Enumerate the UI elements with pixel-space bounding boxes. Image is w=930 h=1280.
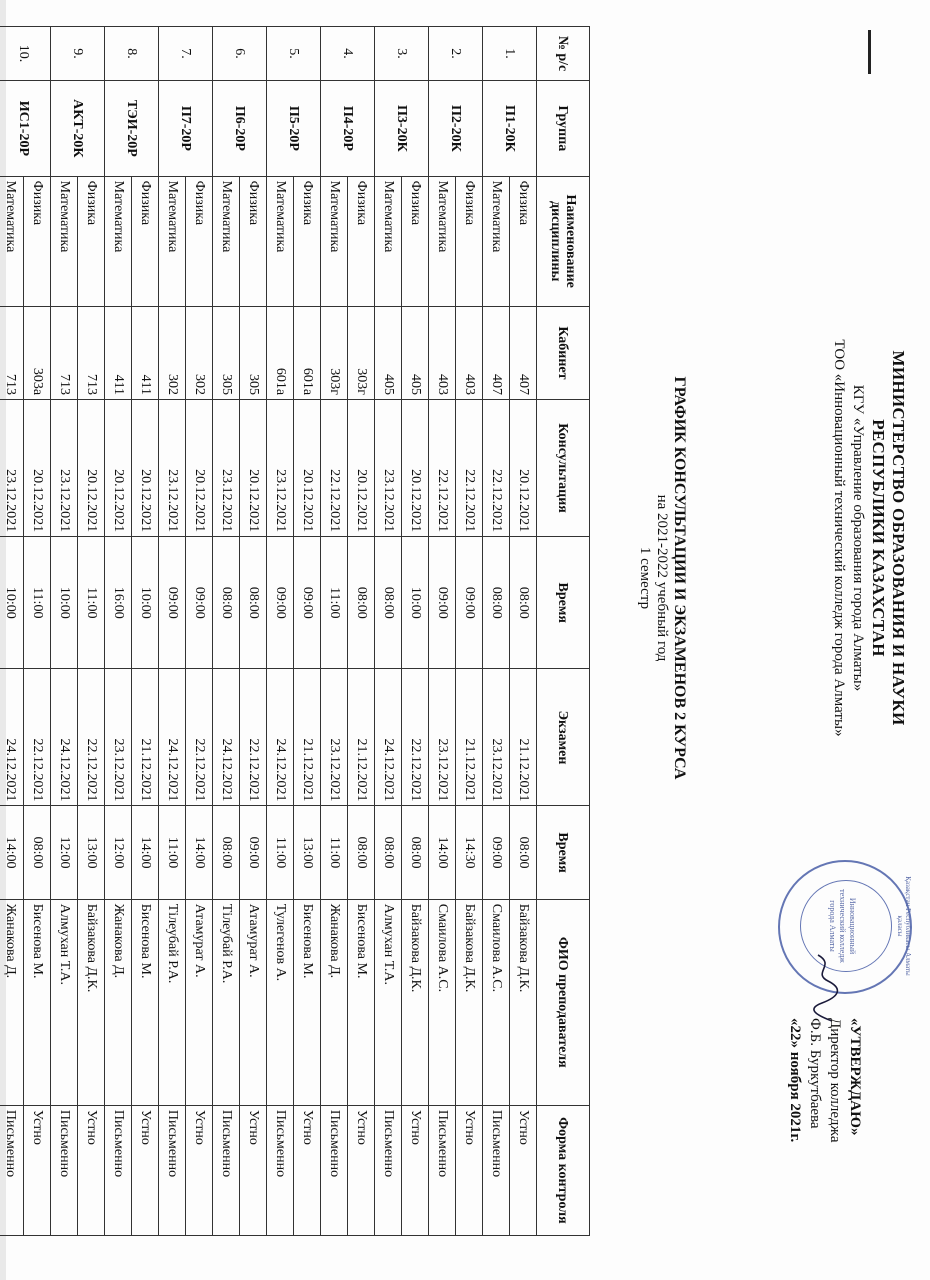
row-consultation-date: 20.12.2021 — [132, 400, 159, 537]
table-row — [348, 27, 375, 1236]
row-room: 305 — [240, 306, 267, 399]
stamp-ring-text: Қазақстан Республикасы Алматы қаласы — [896, 876, 912, 976]
row-number: 7. — [159, 27, 213, 81]
row-teacher: Тулегенов А. — [267, 899, 294, 1105]
row-exam-time: 14:30 — [456, 806, 483, 899]
schedule-title-line1: ГРАФИК КОНСУЛЬТАЦИИ И ЭКЗАМЕНОВ 2 КУРСА — [671, 376, 688, 780]
row-room: 713 — [0, 306, 24, 399]
approval-position: Директор колледжа — [827, 1018, 843, 1143]
row-discipline: Физика — [132, 176, 159, 306]
row-exam-time: 12:00 — [105, 806, 132, 899]
row-control-form: Устно — [348, 1105, 375, 1235]
row-room: 601а — [267, 306, 294, 399]
row-discipline: Физика — [294, 176, 321, 306]
row-consultation-date: 20.12.2021 — [294, 400, 321, 537]
row-consultation-time: 10:00 — [132, 537, 159, 669]
row-consultation-time: 08:00 — [510, 537, 537, 669]
row-consultation-time: 08:00 — [483, 537, 510, 669]
row-consultation-date: 22.12.2021 — [483, 400, 510, 537]
table-row — [213, 27, 240, 1236]
row-discipline: Математика — [375, 176, 402, 306]
table-row — [186, 27, 213, 1236]
row-group: ТЭИ-20Р — [105, 81, 159, 177]
approval-block — [785, 1018, 865, 1248]
row-room: 403 — [456, 306, 483, 399]
row-group: П6-20Р — [213, 81, 267, 177]
row-consultation-time: 10:00 — [51, 537, 78, 669]
row-consultation-time: 09:00 — [186, 537, 213, 669]
table-row — [159, 27, 186, 1236]
row-exam-time: 14:00 — [429, 806, 456, 899]
col-number: № р/с — [537, 27, 590, 81]
row-consultation-time: 11:00 — [321, 537, 348, 669]
row-room: 303г — [321, 306, 348, 399]
row-room: 713 — [51, 306, 78, 399]
row-exam-date: 22.12.2021 — [78, 669, 105, 806]
row-room: 305 — [213, 306, 240, 399]
col-room: Кабинет — [537, 306, 590, 399]
row-exam-time: 08:00 — [24, 806, 51, 899]
row-group: П3-20К — [375, 81, 429, 177]
row-consultation-time: 11:00 — [78, 537, 105, 669]
row-control-form: Устно — [240, 1105, 267, 1235]
row-exam-date: 23.12.2021 — [429, 669, 456, 806]
table-header-row — [537, 27, 590, 1236]
approval-heading: «УТВЕРЖДАЮ» — [847, 1018, 863, 1136]
row-control-form: Письменно — [0, 1105, 24, 1235]
row-discipline: Математика — [429, 176, 456, 306]
row-consultation-time: 10:00 — [0, 537, 24, 669]
row-consultation-date: 22.12.2021 — [456, 400, 483, 537]
col-exam: Экзамен — [537, 669, 590, 806]
row-consultation-date: 23.12.2021 — [0, 400, 24, 537]
row-room: 302 — [186, 306, 213, 399]
row-consultation-date: 20.12.2021 — [348, 400, 375, 537]
table-row — [321, 27, 348, 1236]
schedule-title — [636, 328, 688, 828]
row-number: 1. — [483, 27, 537, 81]
row-exam-time: 13:00 — [78, 806, 105, 899]
row-number: 8. — [105, 27, 159, 81]
row-control-form: Письменно — [321, 1105, 348, 1235]
row-consultation-date: 20.12.2021 — [78, 400, 105, 537]
col-teacher: ФИО преподавателя — [537, 899, 590, 1105]
row-consultation-date: 20.12.2021 — [105, 400, 132, 537]
row-exam-date: 24.12.2021 — [159, 669, 186, 806]
row-control-form: Письменно — [213, 1105, 240, 1235]
row-exam-date: 22.12.2021 — [186, 669, 213, 806]
col-consultation: Консультация — [537, 400, 590, 537]
row-number: 4. — [321, 27, 375, 81]
row-discipline: Математика — [267, 176, 294, 306]
table-row — [51, 27, 78, 1236]
rotated-page — [3, 28, 920, 1248]
row-consultation-time: 08:00 — [240, 537, 267, 669]
document-header — [830, 288, 908, 788]
row-consultation-date: 20.12.2021 — [240, 400, 267, 537]
row-exam-date: 24.12.2021 — [0, 669, 24, 806]
row-room: 407 — [483, 306, 510, 399]
row-teacher: Тілеубай Р.А. — [159, 899, 186, 1105]
row-control-form: Устно — [402, 1105, 429, 1235]
row-exam-time: 12:00 — [51, 806, 78, 899]
row-consultation-time: 16:00 — [105, 537, 132, 669]
row-room: 302 — [159, 306, 186, 399]
row-number: 3. — [375, 27, 429, 81]
row-exam-date: 24.12.2021 — [375, 669, 402, 806]
row-exam-time: 11:00 — [267, 806, 294, 899]
row-exam-date: 21.12.2021 — [132, 669, 159, 806]
row-control-form: Устно — [24, 1105, 51, 1235]
row-teacher: Бисенова М. — [132, 899, 159, 1105]
row-exam-date: 21.12.2021 — [456, 669, 483, 806]
row-teacher: Байзакова Д.К. — [402, 899, 429, 1105]
row-discipline: Математика — [483, 176, 510, 306]
row-group: П5-20Р — [267, 81, 321, 177]
row-teacher: Байзакова Д.К. — [510, 899, 537, 1105]
row-teacher: Жанакова Д. — [105, 899, 132, 1105]
row-number: 5. — [267, 27, 321, 81]
row-group: П7-20Р — [159, 81, 213, 177]
row-exam-date: 23.12.2021 — [105, 669, 132, 806]
row-discipline: Математика — [321, 176, 348, 306]
approval-date: «22» ноября 2021г. — [787, 1018, 803, 1143]
row-control-form: Устно — [294, 1105, 321, 1235]
row-control-form: Письменно — [51, 1105, 78, 1235]
row-teacher: Бисенова М. — [294, 899, 321, 1105]
row-exam-time: 08:00 — [213, 806, 240, 899]
row-consultation-time: 08:00 — [348, 537, 375, 669]
row-room: 405 — [375, 306, 402, 399]
row-teacher: Смаилова А.С. — [483, 899, 510, 1105]
row-discipline: Физика — [402, 176, 429, 306]
row-room: 411 — [132, 306, 159, 399]
row-consultation-time: 08:00 — [375, 537, 402, 669]
row-discipline: Физика — [348, 176, 375, 306]
table-row — [402, 27, 429, 1236]
row-consultation-time: 09:00 — [294, 537, 321, 669]
col-exam-time: Время — [537, 806, 590, 899]
table-row — [132, 27, 159, 1236]
table-row — [510, 27, 537, 1236]
row-consultation-date: 22.12.2021 — [429, 400, 456, 537]
schedule-title-line3: 1 семестр — [637, 546, 653, 610]
row-consultation-date: 23.12.2021 — [267, 400, 294, 537]
row-teacher: Тілеубай Р.А. — [213, 899, 240, 1105]
director-signature — [808, 953, 842, 1023]
row-number: 9. — [51, 27, 105, 81]
row-exam-date: 24.12.2021 — [267, 669, 294, 806]
row-teacher: Жанакова Д. — [0, 899, 24, 1105]
row-teacher: Смаилова А.С. — [429, 899, 456, 1105]
row-exam-time: 08:00 — [402, 806, 429, 899]
row-room: 405 — [402, 306, 429, 399]
row-number: 6. — [213, 27, 267, 81]
row-exam-time: 09:00 — [483, 806, 510, 899]
row-teacher: Байзакова Д.К. — [78, 899, 105, 1105]
row-control-form: Письменно — [267, 1105, 294, 1235]
row-consultation-date: 20.12.2021 — [402, 400, 429, 537]
row-consultation-date: 22.12.2021 — [321, 400, 348, 537]
row-discipline: Физика — [186, 176, 213, 306]
table-row — [483, 27, 510, 1236]
row-exam-date: 24.12.2021 — [213, 669, 240, 806]
row-consultation-time: 09:00 — [159, 537, 186, 669]
row-control-form: Письменно — [375, 1105, 402, 1235]
row-consultation-date: 20.12.2021 — [24, 400, 51, 537]
row-discipline: Физика — [240, 176, 267, 306]
approval-name: Ф.Б. Буркутбаева — [807, 1018, 823, 1129]
row-discipline: Физика — [510, 176, 537, 306]
row-group: АКТ-20К — [51, 81, 105, 177]
row-exam-date: 21.12.2021 — [294, 669, 321, 806]
col-group: Группа — [537, 81, 590, 177]
row-consultation-date: 20.12.2021 — [510, 400, 537, 537]
row-room: 303а — [24, 306, 51, 399]
row-exam-time: 14:00 — [186, 806, 213, 899]
row-discipline: Физика — [456, 176, 483, 306]
row-exam-time: 11:00 — [321, 806, 348, 899]
row-room: 713 — [78, 306, 105, 399]
col-control-form: Форма контроля — [537, 1105, 590, 1235]
table-row — [267, 27, 294, 1236]
row-consultation-date: 23.12.2021 — [375, 400, 402, 537]
stamp-center-text: Инновационный технический колледж города Алматы — [828, 889, 857, 963]
row-control-form: Письменно — [159, 1105, 186, 1235]
row-control-form: Письменно — [429, 1105, 456, 1235]
row-exam-date: 22.12.2021 — [24, 669, 51, 806]
table-row — [429, 27, 456, 1236]
row-teacher: Байзакова Д.К. — [456, 899, 483, 1105]
row-exam-time: 11:00 — [159, 806, 186, 899]
row-teacher: Алмухан Т.А. — [51, 899, 78, 1105]
row-exam-date: 22.12.2021 — [240, 669, 267, 806]
row-consultation-time: 09:00 — [429, 537, 456, 669]
row-consultation-date: 23.12.2021 — [51, 400, 78, 537]
row-exam-date: 21.12.2021 — [510, 669, 537, 806]
row-discipline: Математика — [0, 176, 24, 306]
row-teacher: Алмухан Т.А. — [375, 899, 402, 1105]
row-teacher: Атамурат А. — [240, 899, 267, 1105]
table-row — [24, 27, 51, 1236]
row-exam-time: 08:00 — [375, 806, 402, 899]
row-teacher: Атамурат А. — [186, 899, 213, 1105]
row-exam-time: 08:00 — [348, 806, 375, 899]
row-group: ИС1-20Р — [0, 81, 51, 177]
row-consultation-time: 08:00 — [213, 537, 240, 669]
col-consultation-time: Время — [537, 537, 590, 669]
row-control-form: Устно — [510, 1105, 537, 1235]
table-row — [105, 27, 132, 1236]
row-group: П2-20К — [429, 81, 483, 177]
table-row — [240, 27, 267, 1236]
row-consultation-time: 11:00 — [24, 537, 51, 669]
table-body — [0, 27, 537, 1236]
row-group: П4-20Р — [321, 81, 375, 177]
row-teacher: Бисенова М. — [24, 899, 51, 1105]
row-group: П1-20К — [483, 81, 537, 177]
row-room: 411 — [105, 306, 132, 399]
row-exam-time: 09:00 — [240, 806, 267, 899]
row-control-form: Устно — [456, 1105, 483, 1235]
department-title: КГУ «Управление образования города Алматы» — [850, 384, 866, 692]
row-exam-time: 14:00 — [132, 806, 159, 899]
row-room: 403 — [429, 306, 456, 399]
row-control-form: Устно — [132, 1105, 159, 1235]
table-row — [0, 27, 24, 1236]
table-row — [375, 27, 402, 1236]
row-discipline: Физика — [78, 176, 105, 306]
table-row — [456, 27, 483, 1236]
row-teacher: Бисенова М. — [348, 899, 375, 1105]
row-room: 303г — [348, 306, 375, 399]
row-consultation-date: 20.12.2021 — [186, 400, 213, 537]
row-control-form: Устно — [186, 1105, 213, 1235]
row-control-form: Устно — [78, 1105, 105, 1235]
row-consultation-date: 23.12.2021 — [213, 400, 240, 537]
table-row — [78, 27, 105, 1236]
row-exam-date: 21.12.2021 — [348, 669, 375, 806]
college-stamp — [778, 860, 912, 994]
row-discipline: Математика — [159, 176, 186, 306]
college-title: ТОО «Инновационный технический колледж города Алматы» — [831, 339, 847, 737]
row-discipline: Физика — [24, 176, 51, 306]
row-room: 407 — [510, 306, 537, 399]
row-exam-date: 22.12.2021 — [402, 669, 429, 806]
row-room: 601а — [294, 306, 321, 399]
row-consultation-date: 23.12.2021 — [159, 400, 186, 537]
row-consultation-time: 10:00 — [402, 537, 429, 669]
row-exam-time: 13:00 — [294, 806, 321, 899]
row-number: 2. — [429, 27, 483, 81]
row-discipline: Математика — [213, 176, 240, 306]
row-exam-date: 23.12.2021 — [321, 669, 348, 806]
schedule-title-line2: на 2021-2022 учебный год — [654, 494, 670, 662]
row-teacher: Жанакова Д. — [321, 899, 348, 1105]
row-exam-date: 23.12.2021 — [483, 669, 510, 806]
row-exam-time: 08:00 — [510, 806, 537, 899]
row-discipline: Математика — [105, 176, 132, 306]
schedule-table — [0, 26, 590, 1236]
row-consultation-time: 09:00 — [267, 537, 294, 669]
row-exam-time: 14:00 — [0, 806, 24, 899]
row-consultation-time: 09:00 — [456, 537, 483, 669]
row-discipline: Математика — [51, 176, 78, 306]
table-row — [294, 27, 321, 1236]
row-control-form: Письменно — [483, 1105, 510, 1235]
row-control-form: Письменно — [105, 1105, 132, 1235]
col-discipline: Наименование дисциплины — [537, 176, 590, 306]
row-number: 10. — [0, 27, 51, 81]
row-exam-date: 24.12.2021 — [51, 669, 78, 806]
ministry-title: МИНИСТЕРСТВО ОБРАЗОВАНИЯ И НАУКИ РЕСПУБЛИКИ КАЗАХСТАН — [869, 350, 908, 726]
